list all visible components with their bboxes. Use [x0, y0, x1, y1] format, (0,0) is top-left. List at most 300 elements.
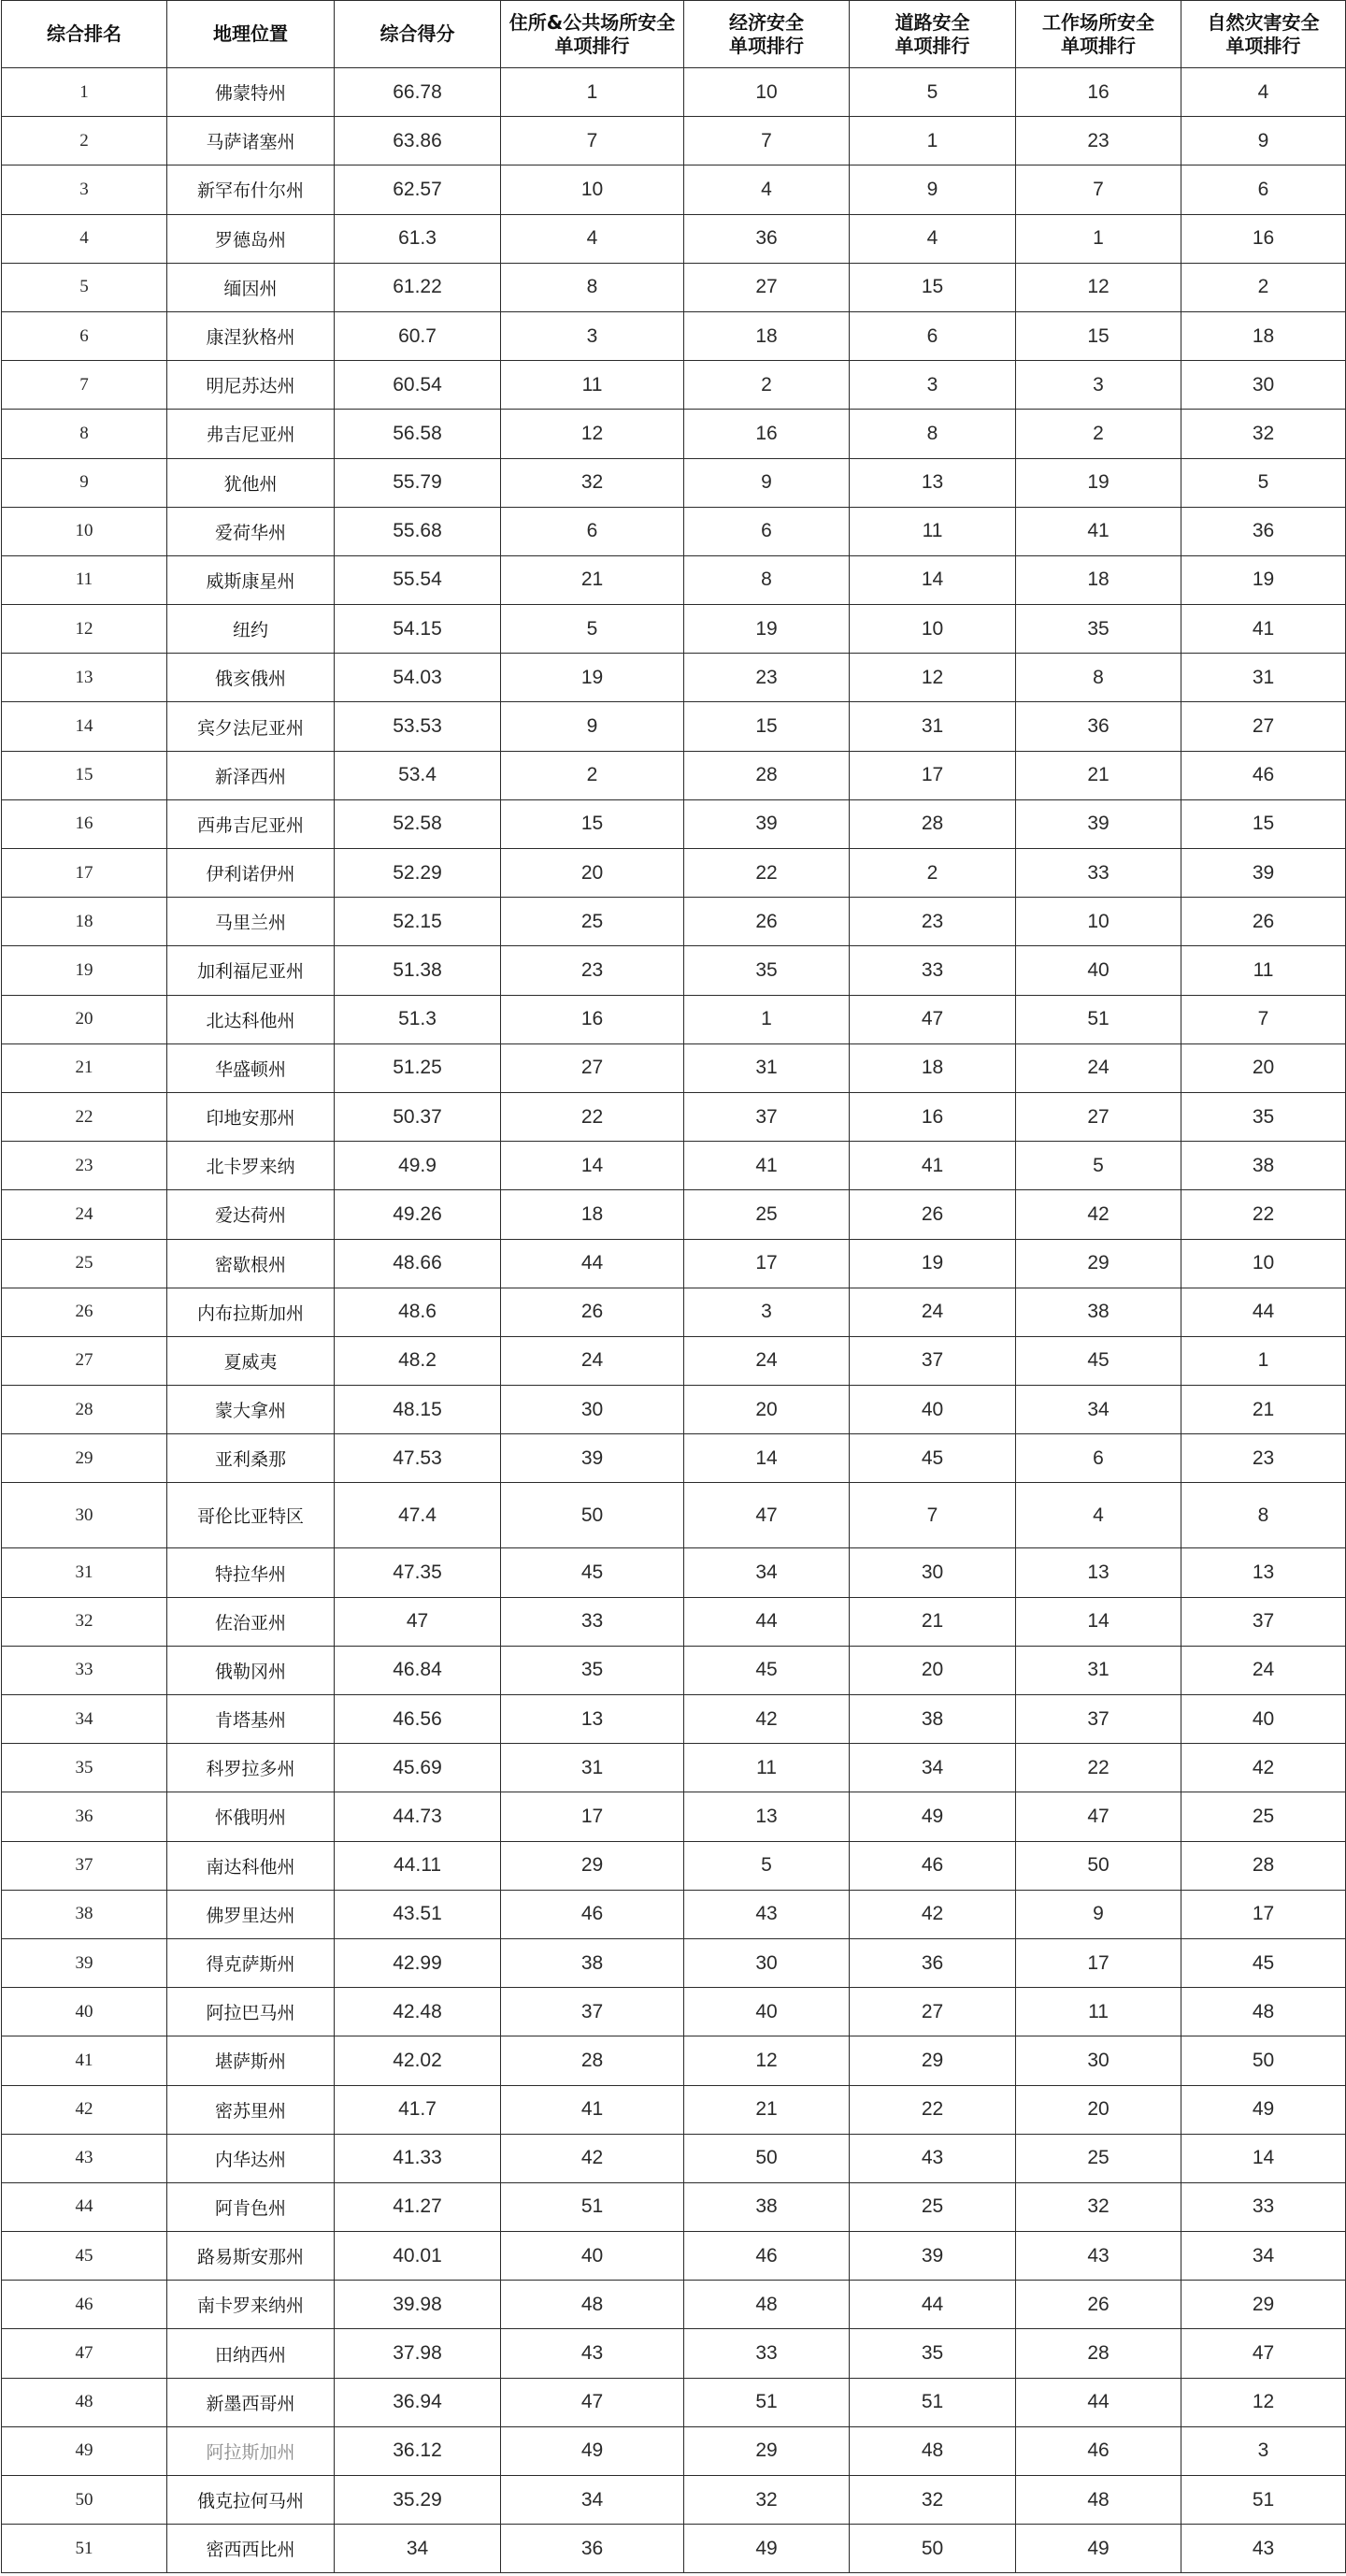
workplace-rank-cell: 29 [1016, 1239, 1181, 1288]
location-cell: 密苏里州 [167, 2085, 335, 2134]
score-cell: 34 [335, 2525, 501, 2573]
disaster-rank-cell: 41 [1181, 605, 1346, 654]
road-rank-cell: 33 [850, 946, 1016, 995]
rank-cell: 8 [2, 410, 167, 458]
economic-rank-cell: 1 [684, 995, 850, 1043]
location-cell: 马萨诸塞州 [167, 117, 335, 165]
road-rank-cell: 6 [850, 311, 1016, 360]
header-economic-safety-rank [684, 1, 850, 68]
rank-cell: 33 [2, 1646, 167, 1694]
economic-rank-cell: 22 [684, 849, 850, 898]
score-cell: 48.15 [335, 1386, 501, 1434]
table-row [2, 311, 1346, 360]
economic-rank-cell: 24 [684, 1336, 850, 1385]
score-cell: 49.9 [335, 1142, 501, 1190]
economic-rank-cell: 13 [684, 1792, 850, 1841]
location-cell: 南卡罗来纳州 [167, 2281, 335, 2329]
rank-cell: 4 [2, 214, 167, 263]
disaster-rank-cell: 32 [1181, 410, 1346, 458]
table-row [2, 995, 1346, 1043]
economic-rank-cell: 34 [684, 1548, 850, 1597]
economic-rank-cell: 48 [684, 2281, 850, 2329]
rank-cell: 35 [2, 1744, 167, 1792]
table-row [2, 361, 1346, 410]
score-cell: 51.25 [335, 1043, 501, 1092]
road-rank-cell: 42 [850, 1890, 1016, 1938]
score-cell: 52.58 [335, 799, 501, 848]
economic-rank-cell: 15 [684, 702, 850, 751]
location-cell: 堪萨斯州 [167, 2036, 335, 2085]
workplace-rank-cell: 33 [1016, 849, 1181, 898]
disaster-rank-cell: 4 [1181, 68, 1346, 117]
workplace-rank-cell: 27 [1016, 1092, 1181, 1141]
disaster-rank-cell: 23 [1181, 1434, 1346, 1483]
workplace-rank-cell: 26 [1016, 2281, 1181, 2329]
home-public-rank-cell: 33 [501, 1597, 684, 1646]
economic-rank-cell: 18 [684, 311, 850, 360]
disaster-rank-cell: 31 [1181, 654, 1346, 702]
road-rank-cell: 22 [850, 2085, 1016, 2134]
home-public-rank-cell: 32 [501, 458, 684, 507]
score-cell: 61.3 [335, 214, 501, 263]
workplace-rank-cell: 28 [1016, 2329, 1181, 2378]
disaster-rank-cell: 22 [1181, 1190, 1346, 1239]
disaster-rank-cell: 40 [1181, 1695, 1346, 1744]
workplace-rank-cell: 39 [1016, 799, 1181, 848]
home-public-rank-cell: 35 [501, 1646, 684, 1694]
economic-rank-cell: 8 [684, 555, 850, 604]
table-row [2, 68, 1346, 117]
workplace-rank-cell: 42 [1016, 1190, 1181, 1239]
rank-cell: 20 [2, 995, 167, 1043]
workplace-rank-cell: 45 [1016, 1336, 1181, 1385]
workplace-rank-cell: 35 [1016, 605, 1181, 654]
home-public-rank-cell: 21 [501, 555, 684, 604]
table-row [2, 1483, 1346, 1548]
location-cell: 新墨西哥州 [167, 2378, 335, 2426]
location-cell: 阿肯色州 [167, 2182, 335, 2231]
road-rank-cell: 23 [850, 898, 1016, 946]
road-rank-cell: 47 [850, 995, 1016, 1043]
economic-rank-cell: 40 [684, 1988, 850, 2036]
workplace-rank-cell: 7 [1016, 165, 1181, 214]
workplace-rank-cell: 50 [1016, 1841, 1181, 1890]
score-cell: 47.4 [335, 1483, 501, 1548]
road-rank-cell: 31 [850, 702, 1016, 751]
location-cell: 俄亥俄州 [167, 654, 335, 702]
economic-rank-cell: 7 [684, 117, 850, 165]
table-row [2, 458, 1346, 507]
score-cell: 45.69 [335, 1744, 501, 1792]
score-cell: 63.86 [335, 117, 501, 165]
disaster-rank-cell: 13 [1181, 1548, 1346, 1597]
home-public-rank-cell: 6 [501, 507, 684, 555]
score-cell: 36.94 [335, 2378, 501, 2426]
table-row [2, 2426, 1346, 2475]
road-rank-cell: 51 [850, 2378, 1016, 2426]
rank-cell: 42 [2, 2085, 167, 2134]
table-header [2, 1, 1346, 68]
disaster-rank-cell: 14 [1181, 2134, 1346, 2182]
rank-cell: 28 [2, 1386, 167, 1434]
workplace-rank-cell: 44 [1016, 2378, 1181, 2426]
road-rank-cell: 41 [850, 1142, 1016, 1190]
rank-cell: 45 [2, 2232, 167, 2281]
rank-cell: 18 [2, 898, 167, 946]
table-row [2, 2182, 1346, 2231]
score-cell: 66.78 [335, 68, 501, 117]
location-cell: 佛罗里达州 [167, 1890, 335, 1938]
road-rank-cell: 25 [850, 2182, 1016, 2231]
road-rank-cell: 24 [850, 1288, 1016, 1336]
workplace-rank-cell: 10 [1016, 898, 1181, 946]
table-row [2, 1744, 1346, 1792]
header-label-line1: 工作场所安全 [1042, 10, 1154, 34]
header-label-line2: 单项排行 [729, 34, 804, 57]
workplace-rank-cell: 34 [1016, 1386, 1181, 1434]
home-public-rank-cell: 18 [501, 1190, 684, 1239]
table-row [2, 1646, 1346, 1694]
economic-rank-cell: 5 [684, 1841, 850, 1890]
table-row [2, 1890, 1346, 1938]
road-rank-cell: 7 [850, 1483, 1016, 1548]
rank-cell: 2 [2, 117, 167, 165]
header-label-line2: 单项排行 [1061, 34, 1136, 57]
location-cell: 马里兰州 [167, 898, 335, 946]
disaster-rank-cell: 43 [1181, 2525, 1346, 2573]
home-public-rank-cell: 12 [501, 410, 684, 458]
table-row [2, 410, 1346, 458]
economic-rank-cell: 6 [684, 507, 850, 555]
disaster-rank-cell: 10 [1181, 1239, 1346, 1288]
score-cell: 42.02 [335, 2036, 501, 2085]
disaster-rank-cell: 50 [1181, 2036, 1346, 2085]
road-rank-cell: 29 [850, 2036, 1016, 2085]
home-public-rank-cell: 2 [501, 751, 684, 799]
road-rank-cell: 28 [850, 799, 1016, 848]
table-row [2, 1092, 1346, 1141]
location-cell: 密西西比州 [167, 2525, 335, 2573]
home-public-rank-cell: 15 [501, 799, 684, 848]
table-row [2, 1142, 1346, 1190]
economic-rank-cell: 12 [684, 2036, 850, 2085]
score-cell: 56.58 [335, 410, 501, 458]
state-safety-ranking-table [1, 0, 1346, 2573]
workplace-rank-cell: 16 [1016, 68, 1181, 117]
rank-cell: 5 [2, 263, 167, 311]
disaster-rank-cell: 3 [1181, 2426, 1346, 2475]
disaster-rank-cell: 27 [1181, 702, 1346, 751]
rank-cell: 34 [2, 1695, 167, 1744]
location-cell: 北卡罗来纳 [167, 1142, 335, 1190]
table-row [2, 2525, 1346, 2573]
score-cell: 62.57 [335, 165, 501, 214]
location-cell: 纽约 [167, 605, 335, 654]
table-row [2, 117, 1346, 165]
score-cell: 47.35 [335, 1548, 501, 1597]
workplace-rank-cell: 47 [1016, 1792, 1181, 1841]
disaster-rank-cell: 48 [1181, 1988, 1346, 2036]
rank-cell: 7 [2, 361, 167, 410]
score-cell: 52.29 [335, 849, 501, 898]
disaster-rank-cell: 19 [1181, 555, 1346, 604]
location-cell: 弗吉尼亚州 [167, 410, 335, 458]
score-cell: 51.3 [335, 995, 501, 1043]
disaster-rank-cell: 8 [1181, 1483, 1346, 1548]
rank-cell: 16 [2, 799, 167, 848]
location-cell: 缅因州 [167, 263, 335, 311]
workplace-rank-cell: 15 [1016, 311, 1181, 360]
road-rank-cell: 50 [850, 2525, 1016, 2573]
home-public-rank-cell: 42 [501, 2134, 684, 2182]
rank-cell: 43 [2, 2134, 167, 2182]
location-cell: 亚利桑那 [167, 1434, 335, 1483]
workplace-rank-cell: 2 [1016, 410, 1181, 458]
economic-rank-cell: 10 [684, 68, 850, 117]
table-row [2, 555, 1346, 604]
home-public-rank-cell: 1 [501, 68, 684, 117]
workplace-rank-cell: 38 [1016, 1288, 1181, 1336]
score-cell: 40.01 [335, 2232, 501, 2281]
rank-cell: 14 [2, 702, 167, 751]
economic-rank-cell: 21 [684, 2085, 850, 2134]
location-cell: 新泽西州 [167, 751, 335, 799]
rank-cell: 47 [2, 2329, 167, 2378]
location-cell: 爱达荷州 [167, 1190, 335, 1239]
economic-rank-cell: 16 [684, 410, 850, 458]
location-cell: 内华达州 [167, 2134, 335, 2182]
rank-cell: 25 [2, 1239, 167, 1288]
table-row [2, 946, 1346, 995]
workplace-rank-cell: 49 [1016, 2525, 1181, 2573]
table-row [2, 165, 1346, 214]
score-cell: 61.22 [335, 263, 501, 311]
table-body [2, 68, 1346, 2573]
table-row [2, 2134, 1346, 2182]
economic-rank-cell: 35 [684, 946, 850, 995]
score-cell: 54.15 [335, 605, 501, 654]
location-cell: 加利福尼亚州 [167, 946, 335, 995]
score-cell: 35.29 [335, 2476, 501, 2525]
location-cell: 阿拉巴马州 [167, 1988, 335, 2036]
home-public-rank-cell: 10 [501, 165, 684, 214]
disaster-rank-cell: 21 [1181, 1386, 1346, 1434]
rank-cell: 37 [2, 1841, 167, 1890]
table-row [2, 1548, 1346, 1597]
home-public-rank-cell: 22 [501, 1092, 684, 1141]
home-public-rank-cell: 43 [501, 2329, 684, 2378]
rank-cell: 11 [2, 555, 167, 604]
table-row [2, 1988, 1346, 2036]
location-cell: 西弗吉尼亚州 [167, 799, 335, 848]
home-public-rank-cell: 3 [501, 311, 684, 360]
economic-rank-cell: 43 [684, 1890, 850, 1938]
header-label-line2: 单项排行 [554, 34, 630, 57]
road-rank-cell: 17 [850, 751, 1016, 799]
table-row [2, 849, 1346, 898]
table-row [2, 1336, 1346, 1385]
score-cell: 49.26 [335, 1190, 501, 1239]
economic-rank-cell: 29 [684, 2426, 850, 2475]
table-row [2, 605, 1346, 654]
location-cell: 康涅狄格州 [167, 311, 335, 360]
disaster-rank-cell: 9 [1181, 117, 1346, 165]
disaster-rank-cell: 49 [1181, 2085, 1346, 2134]
home-public-rank-cell: 19 [501, 654, 684, 702]
home-public-rank-cell: 27 [501, 1043, 684, 1092]
score-cell: 36.12 [335, 2426, 501, 2475]
workplace-rank-cell: 19 [1016, 458, 1181, 507]
home-public-rank-cell: 36 [501, 2525, 684, 2573]
rank-cell: 23 [2, 1142, 167, 1190]
home-public-rank-cell: 25 [501, 898, 684, 946]
score-cell: 53.53 [335, 702, 501, 751]
road-rank-cell: 2 [850, 849, 1016, 898]
road-rank-cell: 30 [850, 1548, 1016, 1597]
score-cell: 52.15 [335, 898, 501, 946]
home-public-rank-cell: 9 [501, 702, 684, 751]
economic-rank-cell: 25 [684, 1190, 850, 1239]
disaster-rank-cell: 11 [1181, 946, 1346, 995]
location-cell: 夏威夷 [167, 1336, 335, 1385]
workplace-rank-cell: 11 [1016, 1988, 1181, 2036]
rank-cell: 39 [2, 1938, 167, 1987]
disaster-rank-cell: 7 [1181, 995, 1346, 1043]
rank-cell: 22 [2, 1092, 167, 1141]
score-cell: 55.68 [335, 507, 501, 555]
economic-rank-cell: 4 [684, 165, 850, 214]
score-cell: 37.98 [335, 2329, 501, 2378]
economic-rank-cell: 23 [684, 654, 850, 702]
disaster-rank-cell: 12 [1181, 2378, 1346, 2426]
home-public-rank-cell: 41 [501, 2085, 684, 2134]
workplace-rank-cell: 3 [1016, 361, 1181, 410]
home-public-rank-cell: 7 [501, 117, 684, 165]
rank-cell: 50 [2, 2476, 167, 2525]
header-label-line1: 道路安全 [895, 10, 970, 34]
rank-cell: 12 [2, 605, 167, 654]
header-road-safety-rank [850, 1, 1016, 68]
location-cell: 密歇根州 [167, 1239, 335, 1288]
disaster-rank-cell: 28 [1181, 1841, 1346, 1890]
score-cell: 44.11 [335, 1841, 501, 1890]
header-label-line1: 综合得分 [379, 22, 455, 45]
home-public-rank-cell: 50 [501, 1483, 684, 1548]
location-cell: 科罗拉多州 [167, 1744, 335, 1792]
header-label-line1: 住所&公共场所安全 [508, 10, 676, 34]
home-public-rank-cell: 48 [501, 2281, 684, 2329]
workplace-rank-cell: 22 [1016, 1744, 1181, 1792]
score-cell: 42.48 [335, 1988, 501, 2036]
workplace-rank-cell: 51 [1016, 995, 1181, 1043]
road-rank-cell: 3 [850, 361, 1016, 410]
location-cell: 内布拉斯加州 [167, 1288, 335, 1336]
location-cell: 印地安那州 [167, 1092, 335, 1141]
disaster-rank-cell: 37 [1181, 1597, 1346, 1646]
disaster-rank-cell: 5 [1181, 458, 1346, 507]
road-rank-cell: 26 [850, 1190, 1016, 1239]
home-public-rank-cell: 26 [501, 1288, 684, 1336]
header-workplace-safety-rank [1016, 1, 1181, 68]
table-row [2, 898, 1346, 946]
rank-cell: 29 [2, 1434, 167, 1483]
table-row [2, 1597, 1346, 1646]
road-rank-cell: 34 [850, 1744, 1016, 1792]
table-row [2, 2281, 1346, 2329]
score-cell: 41.27 [335, 2182, 501, 2231]
rank-cell: 26 [2, 1288, 167, 1336]
economic-rank-cell: 50 [684, 2134, 850, 2182]
rank-cell: 46 [2, 2281, 167, 2329]
location-cell: 佛蒙特州 [167, 68, 335, 117]
economic-rank-cell: 45 [684, 1646, 850, 1694]
header-overall-rank [2, 1, 167, 68]
workplace-rank-cell: 20 [1016, 2085, 1181, 2134]
disaster-rank-cell: 15 [1181, 799, 1346, 848]
rank-cell: 19 [2, 946, 167, 995]
header-label-line1: 自然灾害安全 [1207, 10, 1320, 34]
table-row [2, 2085, 1346, 2134]
header-overall-score [335, 1, 501, 68]
road-rank-cell: 38 [850, 1695, 1016, 1744]
header-label-line1: 综合排名 [47, 22, 122, 45]
home-public-rank-cell: 38 [501, 1938, 684, 1987]
table-row [2, 702, 1346, 751]
road-rank-cell: 10 [850, 605, 1016, 654]
economic-rank-cell: 26 [684, 898, 850, 946]
table-row [2, 1190, 1346, 1239]
economic-rank-cell: 14 [684, 1434, 850, 1483]
table-row [2, 2476, 1346, 2525]
location-cell: 蒙大拿州 [167, 1386, 335, 1434]
road-rank-cell: 16 [850, 1092, 1016, 1141]
disaster-rank-cell: 17 [1181, 1890, 1346, 1938]
rank-cell: 9 [2, 458, 167, 507]
workplace-rank-cell: 24 [1016, 1043, 1181, 1092]
rank-cell: 36 [2, 1792, 167, 1841]
rank-cell: 27 [2, 1336, 167, 1385]
table-row [2, 507, 1346, 555]
location-cell: 得克萨斯州 [167, 1938, 335, 1987]
disaster-rank-cell: 47 [1181, 2329, 1346, 2378]
road-rank-cell: 45 [850, 1434, 1016, 1483]
home-public-rank-cell: 16 [501, 995, 684, 1043]
rank-cell: 31 [2, 1548, 167, 1597]
table-row [2, 2036, 1346, 2085]
location-cell: 佐治亚州 [167, 1597, 335, 1646]
disaster-rank-cell: 24 [1181, 1646, 1346, 1694]
location-cell: 阿拉斯加州 [167, 2426, 335, 2475]
location-cell: 华盛顿州 [167, 1043, 335, 1092]
table-row [2, 1288, 1346, 1336]
location-cell: 爱荷华州 [167, 507, 335, 555]
home-public-rank-cell: 11 [501, 361, 684, 410]
home-public-rank-cell: 40 [501, 2232, 684, 2281]
road-rank-cell: 11 [850, 507, 1016, 555]
score-cell: 47 [335, 1597, 501, 1646]
road-rank-cell: 1 [850, 117, 1016, 165]
workplace-rank-cell: 31 [1016, 1646, 1181, 1694]
location-cell: 罗德岛州 [167, 214, 335, 263]
location-cell: 南达科他州 [167, 1841, 335, 1890]
table-row [2, 1239, 1346, 1288]
road-rank-cell: 8 [850, 410, 1016, 458]
rank-cell: 40 [2, 1988, 167, 2036]
home-public-rank-cell: 47 [501, 2378, 684, 2426]
score-cell: 41.33 [335, 2134, 501, 2182]
header-home-public-safety-rank [501, 1, 684, 68]
road-rank-cell: 12 [850, 654, 1016, 702]
